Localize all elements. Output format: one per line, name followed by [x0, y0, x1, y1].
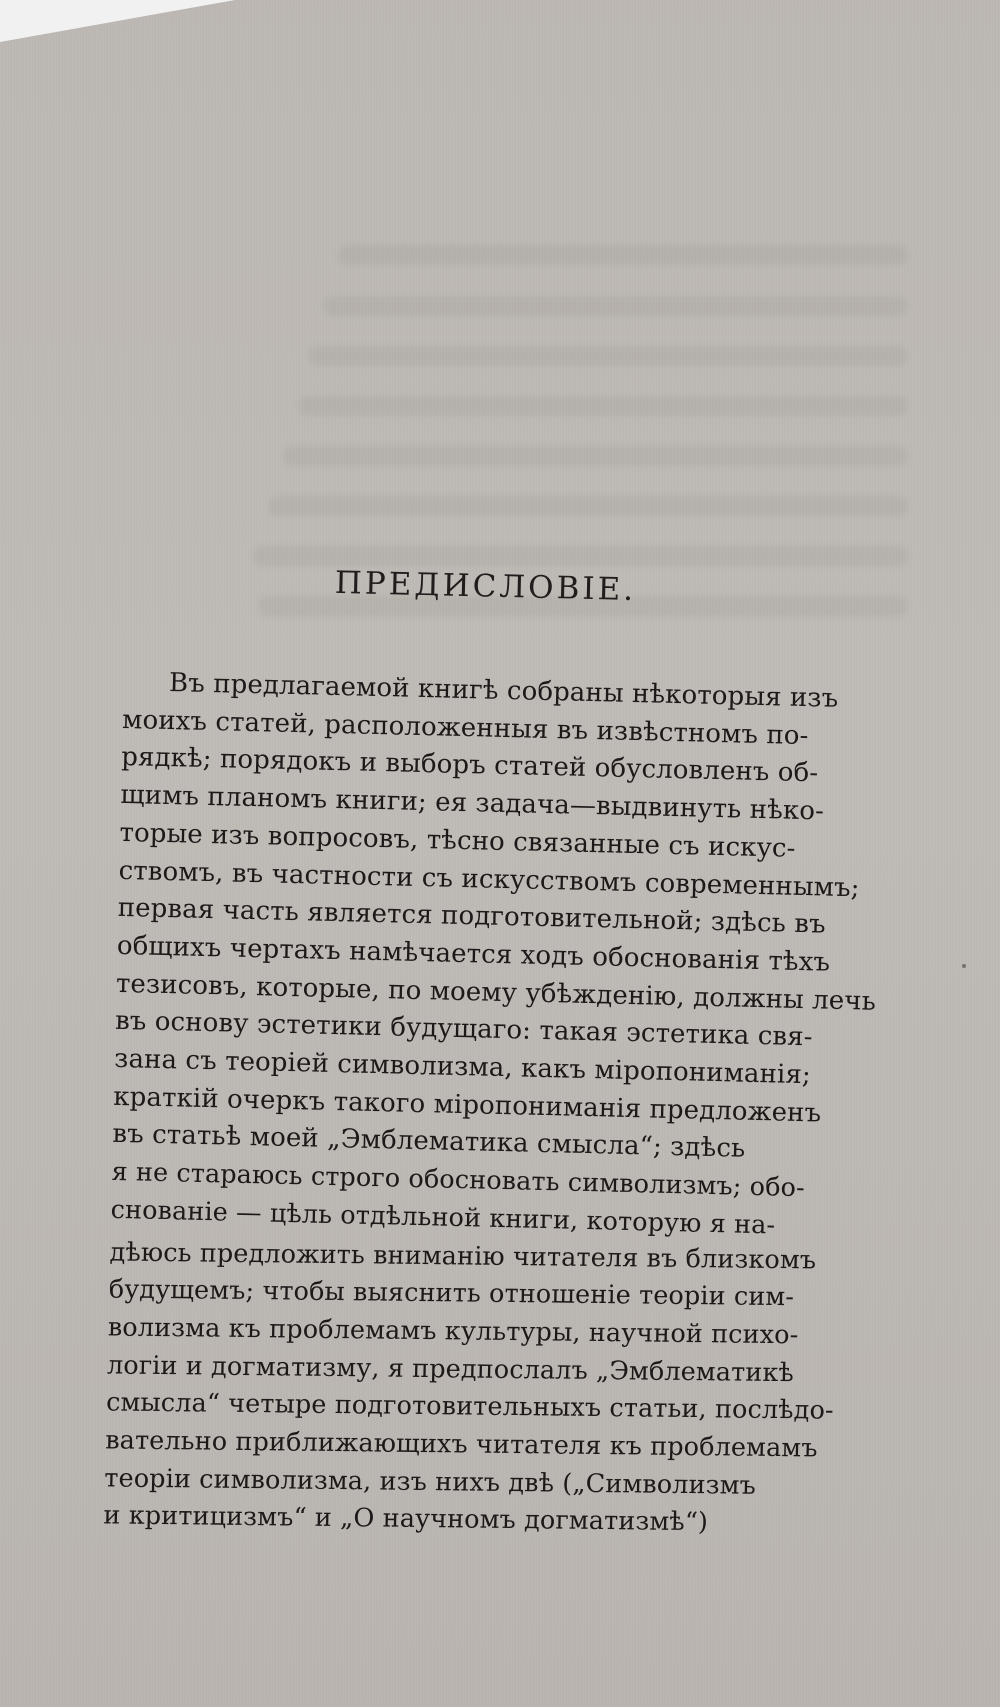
text-line-13: въ статьѣ моей „Эмблематика смысла“; здѣсь — [112, 1119, 746, 1165]
text-line-3: рядкѣ; порядокъ и выборъ статей обусловленъ об- — [120, 742, 819, 789]
text-line-14: я не стараюсь строго обосновать символизмъ; обо- — [111, 1156, 806, 1204]
text-line-21: вательно приближающихъ читателя къ проблемамъ — [104, 1425, 818, 1464]
text-line-11: зана съ теоріей символизма, какъ міропониманія; — [113, 1043, 812, 1091]
show-through-line — [268, 496, 908, 516]
text-line-20: смысла“ четыре подготовительныхъ статьи, послѣдо- — [105, 1387, 835, 1427]
text-line-10: въ основу эстетики будущаго: такая эстетика свя- — [114, 1006, 813, 1053]
text-line-17: будущемъ; чтобы выяснить отношеніе теоріи сим- — [108, 1274, 795, 1313]
text-line-12: краткій очеркъ такого міропониманія предложенъ — [113, 1081, 822, 1129]
text-line-18: волизма къ проблемамъ культуры, научной психо- — [107, 1312, 799, 1351]
text-line-2: моихъ статей, расположенныя въ извѣстномъ по- — [121, 704, 809, 751]
text-line-9: тезисовъ, которые, по моему убѣжденію, должны лечь — [115, 968, 877, 1017]
preface-content — [103, 560, 886, 1549]
paper-speck — [962, 964, 966, 968]
text-line-5: торые изъ вопросовъ, тѣсно связанные съ искус- — [119, 817, 796, 864]
show-through-line — [323, 296, 908, 316]
preface-body — [103, 664, 883, 1549]
text-line-23: и критицизмъ“ и „О научномъ догматизмѣ“) — [103, 1500, 709, 1538]
text-line-15: снованіе — цѣль отдѣльной книги, которую я на- — [110, 1194, 776, 1241]
text-line-1: Въ предлагаемой книгѣ собраны нѣкоторыя изъ — [168, 668, 839, 714]
text-line-16: дѣюсь предложить вниманію читателя въ близкомъ — [109, 1237, 817, 1276]
preface-title: ПРЕДИСЛОВІЕ. — [334, 564, 637, 609]
text-line-7: первая часть является подготовительной; здѣсь въ — [117, 893, 827, 940]
show-through-line — [308, 346, 908, 366]
text-line-19: логіи и догматизму, я предпослалъ „Эмблематикѣ — [106, 1350, 795, 1388]
text-line-8: общихъ чертахъ намѣчается ходъ обоснованія тѣхъ — [116, 930, 831, 978]
text-line-22: теоріи символизма, изъ нихъ двѣ („Символизмъ — [104, 1463, 757, 1501]
text-line-6: ствомъ, въ частности съ искусствомъ современнымъ; — [118, 855, 860, 903]
show-through-line — [298, 396, 908, 416]
background-corner — [0, 0, 235, 42]
show-through-line — [338, 245, 908, 265]
show-through-line — [283, 446, 908, 466]
show-through-line — [253, 546, 908, 566]
text-line-4: щимъ планомъ книги; ея задача—выдвинуть нѣко- — [120, 780, 825, 827]
